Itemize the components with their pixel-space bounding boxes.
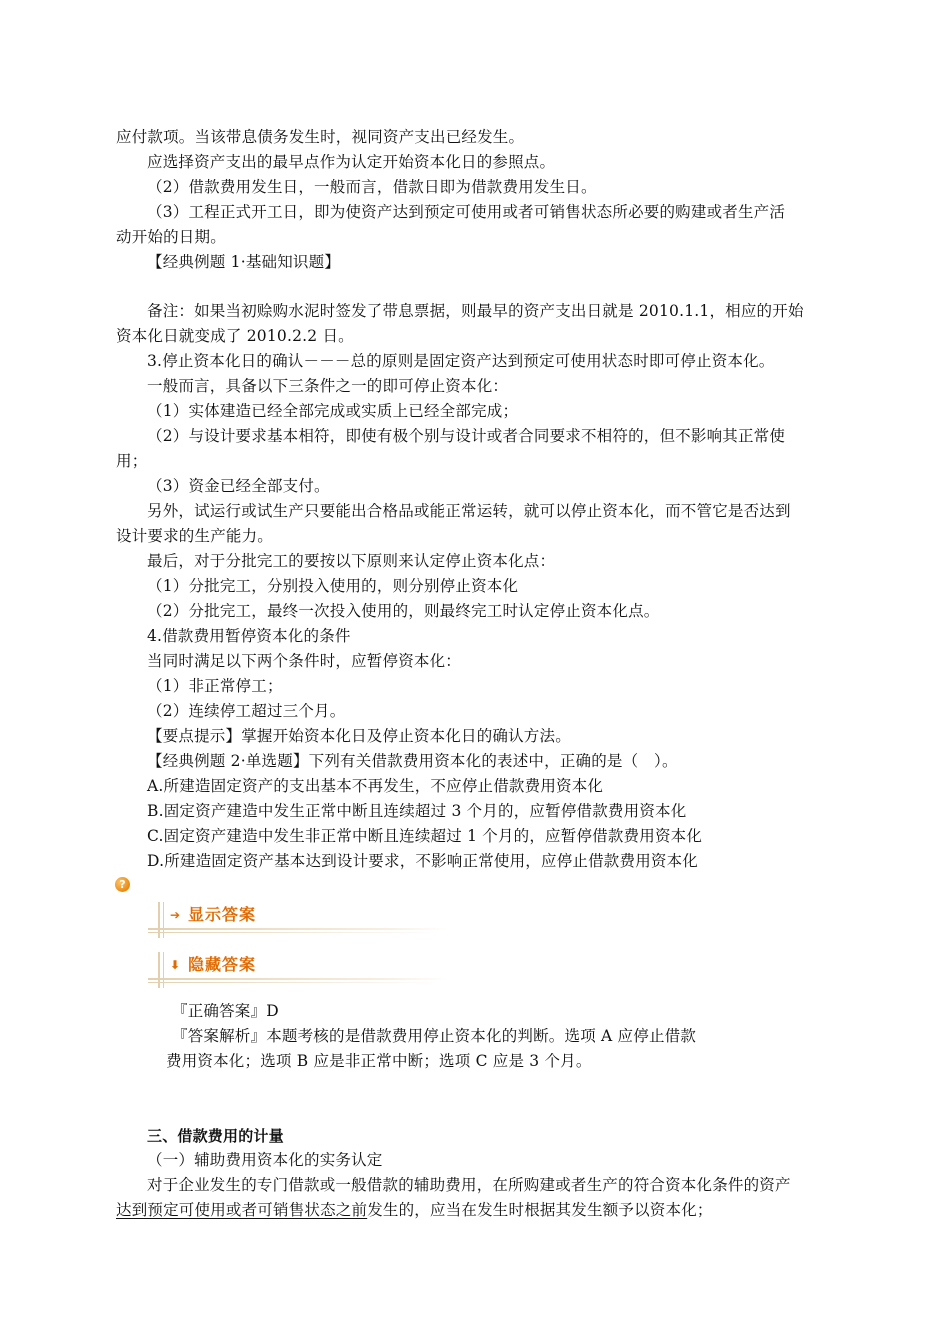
divider: [148, 932, 438, 933]
show-answer-button[interactable]: [148, 902, 458, 938]
section-heading: 三、借款费用的计量: [147, 1127, 284, 1145]
divider: [148, 928, 448, 930]
paragraph-line: 一般而言，具备以下三条件之一的即可停止资本化：: [147, 377, 509, 395]
paragraph-line: （3）工程正式开工日，即为使资产达到预定可使用或者可销售状态所必要的购建或者生产活: [147, 203, 786, 221]
subsection-heading: （一）辅助费用资本化的实务认定: [147, 1151, 383, 1169]
example-title: 【经典例题 1·基础知识题】: [147, 253, 341, 271]
correct-answer: 『正确答案』D: [172, 1002, 279, 1020]
divider: [148, 978, 448, 980]
divider: [148, 982, 438, 983]
option-a: A.所建造固定资产的支出基本不再发生，不应停止借款费用资本化: [147, 777, 604, 795]
paragraph-line: 动开始的日期。: [116, 228, 226, 246]
answer-analysis: 费用资本化；选项 B 应是非正常中断；选项 C 应是 3 个月。: [166, 1052, 592, 1070]
option-c: C.固定资产建造中发生非正常中断且连续超过 1 个月的，应暂停借款费用资本化: [147, 827, 703, 845]
paragraph-line: 对于企业发生的专门借款或一般借款的辅助费用，在所购建或者生产的符合资本化条件的资产: [147, 1176, 791, 1194]
list-item: （2）连续停工超过三个月。: [147, 702, 346, 720]
list-item: （1）实体建造已经全部完成或实质上已经全部完成；: [147, 402, 519, 420]
paragraph-line: 资本化日就变成了 2010.2.2 日。: [116, 327, 354, 345]
paragraph-line: 备注：如果当初赊购水泥时签发了带息票据，则最早的资产支出日就是 2010.1.1，相应的开始: [147, 302, 804, 320]
option-d: D.所建造固定资产基本达到设计要求，不影响正常使用，应停止借款费用资本化: [147, 852, 699, 870]
question-stem: 【经典例题 2·单选题】下列有关借款费用资本化的表述中，正确的是（ ）。: [147, 752, 678, 770]
paragraph-line: 3.停止资本化日的确认－－－总的原则是固定资产达到预定可使用状态时即可停止资本化。: [147, 352, 775, 370]
section-heading: 4.借款费用暂停资本化的条件: [147, 627, 351, 645]
key-point-tip: 【要点提示】掌握开始资本化日及停止资本化日的确认方法。: [147, 727, 571, 745]
underlined-phrase: 达到预定可使用或者可销售状态之前: [116, 1201, 368, 1219]
paragraph-line: 设计要求的生产能力。: [116, 527, 274, 545]
list-item: （1）非正常停工；: [147, 677, 283, 695]
list-item: （3）资金已经全部支付。: [147, 477, 330, 495]
help-icon[interactable]: ?: [115, 877, 130, 892]
paragraph-line: 用；: [116, 452, 148, 470]
option-b: B.固定资产建造中发生正常中断且连续超过 3 个月的，应暂停借款费用资本化: [147, 802, 687, 820]
paragraph-line: （2）借款费用发生日，一般而言，借款日即为借款费用发生日。: [147, 178, 597, 196]
paragraph-line: 最后，对于分批完工的要按以下原则来认定停止资本化点：: [147, 552, 556, 570]
hide-answer-button[interactable]: [148, 952, 458, 988]
answer-analysis: 『答案解析』本题考核的是借款费用停止资本化的判断。选项 A 应停止借款: [172, 1027, 697, 1045]
paragraph-line: 应选择资产支出的最早点作为认定开始资本化日的参照点。: [147, 153, 556, 171]
paragraph-text: 发生的，应当在发生时根据其发生额予以资本化；: [367, 1201, 713, 1219]
arrow-down-icon: ⬇: [170, 958, 181, 972]
paragraph-line: 当同时满足以下两个条件时，应暂停资本化：: [147, 652, 462, 670]
list-item: （2）与设计要求基本相符，即使有极个别与设计或者合同要求不相符的，但不影响其正常使: [147, 427, 786, 445]
arrow-right-icon: ➔: [170, 908, 181, 922]
list-item: （1）分批完工，分别投入使用的，则分别停止资本化: [147, 577, 519, 595]
list-item: （2）分批完工，最终一次投入使用的，则最终完工时认定停止资本化点。: [147, 602, 660, 620]
paragraph-line: 另外，试运行或试生产只要能出合格品或能正常运转，就可以停止资本化，而不管它是否达到: [147, 502, 791, 520]
paragraph-line: [116, 1199, 713, 1221]
show-answer-label: 显示答案: [188, 905, 257, 924]
paragraph-line: 应付款项。当该带息债务发生时，视同资产支出已经发生。: [116, 128, 525, 146]
hide-answer-label: 隐藏答案: [188, 955, 257, 974]
